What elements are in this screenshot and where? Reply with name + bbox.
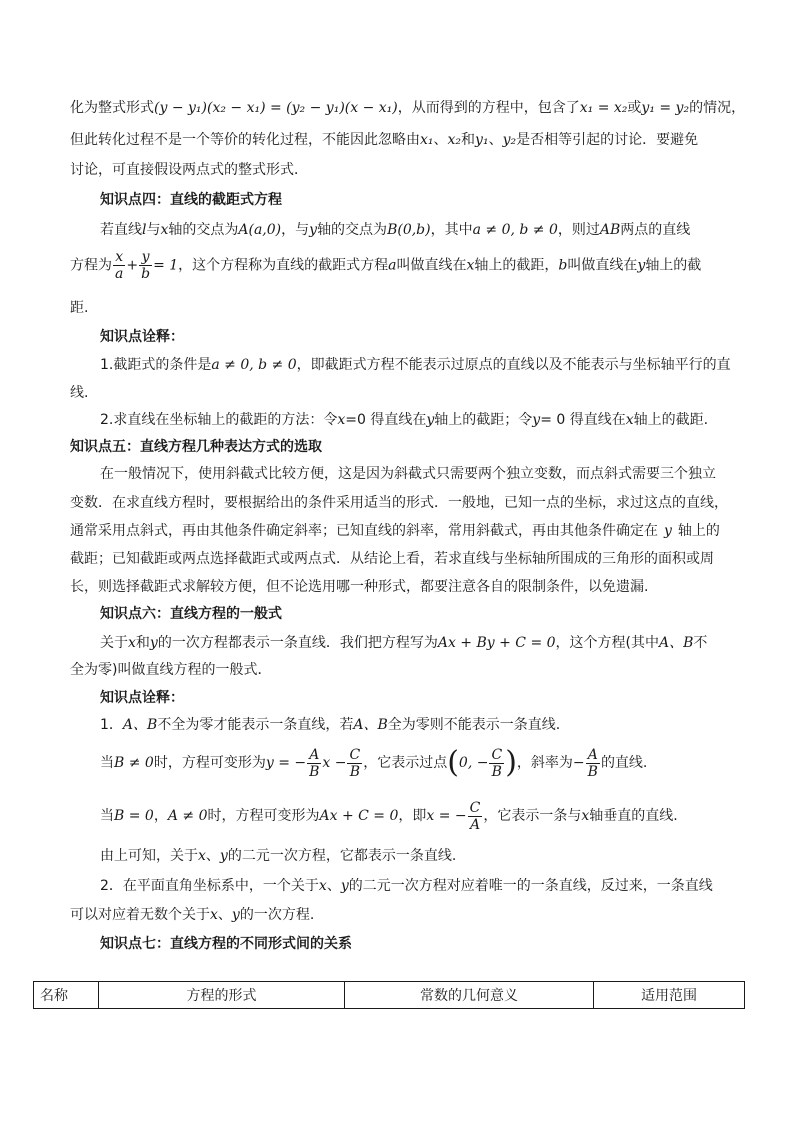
point-zero: 0, − (458, 755, 489, 771)
text: = 0 得直线在 (540, 412, 626, 428)
relations-table (33, 981, 745, 1009)
fraction-A-over-B (586, 747, 600, 780)
var-AB: AB (599, 222, 621, 238)
fraction-C-over-B (489, 747, 504, 780)
text: 轴上的截距， (474, 257, 559, 274)
text: 全为零则不能表示一条直线. (387, 717, 561, 733)
text: ，它表示一条与 (483, 808, 582, 824)
note-7-line1 (100, 877, 713, 895)
text: ，即截距式方程不能表示过原点的直线以及不能表示与坐标轴平行的直 (296, 357, 731, 373)
text: 叫做直线在 (396, 257, 467, 274)
condition-A-nonzero: A ≠ 0 (167, 808, 208, 824)
table-header-cell: 适用范围 (594, 982, 745, 1009)
text: 、 (433, 132, 448, 148)
note-7-line2 (70, 906, 314, 924)
var-a: a (388, 257, 397, 274)
plus-sign: + (126, 257, 139, 274)
text: ，这个方程(其中 (555, 635, 660, 651)
text: 轴上的截距；令 (434, 412, 533, 428)
text: 的二元一次方程，它都表示一条直线. (227, 848, 457, 864)
text: 轴上的截距. (633, 412, 709, 428)
fraction-C-over-B (347, 747, 362, 780)
text: ，从而得到的方程中，包含了 (397, 100, 580, 116)
table-header-row (34, 982, 745, 1009)
text: 和 (461, 132, 476, 148)
text: =0 得直线在 (345, 412, 427, 428)
text: 1.截距式的条件是 (100, 357, 212, 373)
var-y: y (219, 848, 228, 864)
numerator: C (349, 746, 361, 763)
var-x1: x₁ (420, 132, 434, 148)
formula-x-minus: x − (322, 755, 347, 771)
var-y: y (664, 523, 672, 539)
paragraph-5-line5: 长，则选择截距式求解较方便，但不论选用哪一种形式，都要注意各自的限制条件，以免遗漏. (70, 579, 649, 595)
var-y: y (149, 635, 158, 651)
text: ，它表示过点 (363, 755, 448, 771)
var-x2: x₂ (447, 132, 462, 148)
denominator: B (309, 763, 320, 780)
text: 不 (693, 635, 708, 651)
paragraph-5-line4: 截距；已知截距或两点选择截距式或两点式．从结论上看，若求直线与坐标轴所围成的三角形的面积或周 (70, 551, 714, 567)
text: 当 (100, 755, 114, 771)
table-header-cell: 方程的形式 (99, 982, 345, 1009)
left-paren: ( (447, 745, 459, 780)
paragraph-two-point-line3: 讨论，可直接假设两点式的整式形式． (70, 162, 308, 178)
formula-y1-eq-y2: y₁ = y₂ (641, 100, 690, 116)
denominator: B (587, 763, 598, 780)
text: 可以对应着无数个关于 (70, 907, 210, 923)
note-6-line (100, 847, 456, 865)
text: 的一次方程. (239, 907, 315, 923)
minus-sign: − (572, 755, 585, 771)
var-l: l (142, 222, 147, 238)
text: 的情况， (689, 100, 746, 116)
formula-Ax-C: Ax + C = 0 (319, 808, 399, 824)
heading-note-2: 知识点诠释： (100, 690, 184, 706)
text: 或 (627, 100, 642, 116)
text: 不全为零才能表示一条直线，若 (157, 717, 354, 733)
paragraph-intercept-line1 (100, 221, 690, 239)
text: ， (153, 808, 168, 824)
text: 叫做直线在 (567, 257, 638, 274)
text: 是否相等引起的讨论．要避免 (516, 132, 699, 148)
heading-point-4: 知识点四：直线的截距式方程 (100, 192, 282, 208)
text: 由上可知，关于 (100, 848, 198, 864)
text: ，即 (398, 808, 427, 824)
point-A: A(a,0) (238, 222, 282, 238)
fraction-C-over-A (468, 800, 483, 833)
condition-B-zero: B = 0 (114, 808, 154, 824)
text: 2．在平面直角坐标系中，一个关于 (100, 878, 319, 894)
var-AB: A、B (659, 635, 694, 651)
var-y1: y₁ (475, 132, 489, 148)
numerator: C (491, 746, 503, 763)
var-x: x (581, 808, 590, 824)
text: 关于 (100, 635, 128, 651)
paragraph-intercept-line3: 距. (70, 300, 89, 316)
text: 时，方程可变形为 (207, 808, 320, 824)
var-x: x (160, 222, 169, 238)
text: 轴的交点为 (168, 222, 239, 238)
text: ，这个方程称为直线的截距式方程 (178, 257, 389, 274)
var-x: x (466, 257, 475, 274)
text: 2.求直线在坐标轴上的截距的方法：令 (100, 412, 338, 428)
text: ，则过 (557, 222, 600, 238)
formula-x-eq: x = − (426, 808, 467, 824)
var-AB: A、B (353, 717, 388, 733)
heading-point-6: 知识点六：直线方程的一般式 (100, 606, 282, 622)
text: 通常采用点斜式，再由其他条件确定斜率；已知直线的斜率，常用斜截式，再由其他条件确定在 (70, 523, 658, 539)
text: 、 (488, 132, 503, 148)
text: 、 (205, 848, 220, 864)
var-x: x (128, 635, 136, 651)
formula-y: y = − (265, 755, 307, 771)
text: 当 (100, 808, 114, 824)
var-y: y (532, 412, 541, 428)
note-1-line1 (100, 356, 731, 374)
condition-ab-nonzero: a ≠ 0, b ≠ 0 (472, 222, 558, 238)
var-AB: A、B (122, 717, 158, 733)
var-y: y (340, 878, 349, 894)
text: 方程为 (70, 257, 112, 274)
text: 和 (135, 635, 150, 651)
text: 的二元一次方程对应着唯一的一条直线，反过来，一条直线 (348, 878, 713, 894)
paragraph-5-line2: 变数．在求直线方程时，要根据给出的条件采用适当的形式．一般地，已知一点的坐标，求过这点的直线， (70, 495, 728, 511)
condition-B-nonzero: B ≠ 0 (114, 755, 154, 771)
var-y: y (637, 257, 646, 274)
fraction-A-over-B (307, 747, 321, 780)
var-x: x (210, 907, 218, 923)
numerator: A (309, 746, 320, 763)
text: 轴的交点为 (317, 222, 388, 238)
note-4-line (100, 745, 647, 781)
var-y2: y₂ (502, 132, 517, 148)
formula-general-form: Ax + By + C = 0 (437, 635, 556, 651)
text: ，斜率为 (516, 755, 573, 771)
text: 的一次方程都表示一条直线．我们把方程写为 (157, 635, 438, 651)
paragraph-6-line1 (100, 634, 707, 652)
text: 的直线. (600, 755, 648, 771)
numerator: C (469, 799, 481, 816)
text: 若直线 (100, 222, 142, 238)
denominator: A (468, 816, 483, 833)
denominator: b (141, 266, 151, 282)
var-x: x (318, 878, 327, 894)
paragraph-5-line1: 在一般情况下，使用斜截式比较方便，这是因为斜截式只需要两个独立变数，而点斜式需要三个独立 (100, 466, 716, 482)
var-y: y (426, 412, 435, 428)
paragraph-two-point-line1 (70, 99, 745, 117)
text: 1． (100, 717, 123, 733)
formula-two-point-integral: (y − y₁)(x₂ − x₁) = (y₂ − y₁)(x − x₁) (154, 100, 398, 116)
text: ，与 (281, 222, 310, 238)
text: 化为整式形式 (70, 100, 154, 116)
fraction-x-over-a (113, 249, 125, 282)
formula-x1-eq-x2: x₁ = x₂ (579, 100, 628, 116)
condition-ab-nonzero: a ≠ 0, b ≠ 0 (211, 357, 297, 373)
text: 时，方程可变形为 (153, 755, 266, 771)
note-5-line (100, 798, 678, 834)
table-header-cell: 常数的几何意义 (345, 982, 594, 1009)
text: 但此转化过程不是一个等价的转化过程，不能因此忽略由 (70, 132, 420, 148)
right-paren: ) (505, 745, 517, 780)
equals-one: = 1 (153, 257, 179, 274)
paragraph-6-line2: 全为零)叫做直线方程的一般式． (70, 662, 272, 678)
note-2-line (100, 411, 708, 429)
text: 轴上的 (677, 523, 720, 539)
numerator: y (141, 249, 150, 265)
text: 、 (326, 878, 341, 894)
text: 两点的直线 (620, 222, 691, 238)
paragraph-5-line3 (70, 522, 720, 540)
table-header-cell: 名称 (34, 982, 99, 1009)
text: 与 (146, 222, 161, 238)
denominator: B (347, 763, 362, 780)
var-x: x (625, 412, 634, 428)
paragraph-two-point-line2 (70, 131, 698, 149)
text: 、 (217, 907, 232, 923)
note-1-line2: 线. (70, 385, 89, 401)
denominator: B (489, 763, 504, 780)
heading-note-1: 知识点诠释： (100, 329, 184, 345)
heading-point-7: 知识点七：直线方程的不同形式间的关系 (100, 936, 352, 952)
numerator: x (115, 249, 124, 265)
var-b: b (558, 257, 568, 274)
note-3-line (100, 716, 560, 734)
point-B: B(0,b) (387, 222, 431, 238)
var-x: x (337, 412, 346, 428)
text: 轴上的截 (645, 257, 702, 274)
denominator: a (115, 266, 124, 282)
fraction-y-over-b (139, 249, 152, 282)
numerator: A (587, 746, 598, 763)
text: 轴垂直的直线. (589, 808, 678, 824)
var-y: y (231, 907, 240, 923)
heading-point-5: 知识点五：直线方程几种表达方式的选取 (70, 439, 322, 455)
var-y: y (309, 222, 318, 238)
var-x: x (198, 848, 206, 864)
text: ，其中 (430, 222, 473, 238)
paragraph-intercept-line2 (70, 249, 701, 282)
